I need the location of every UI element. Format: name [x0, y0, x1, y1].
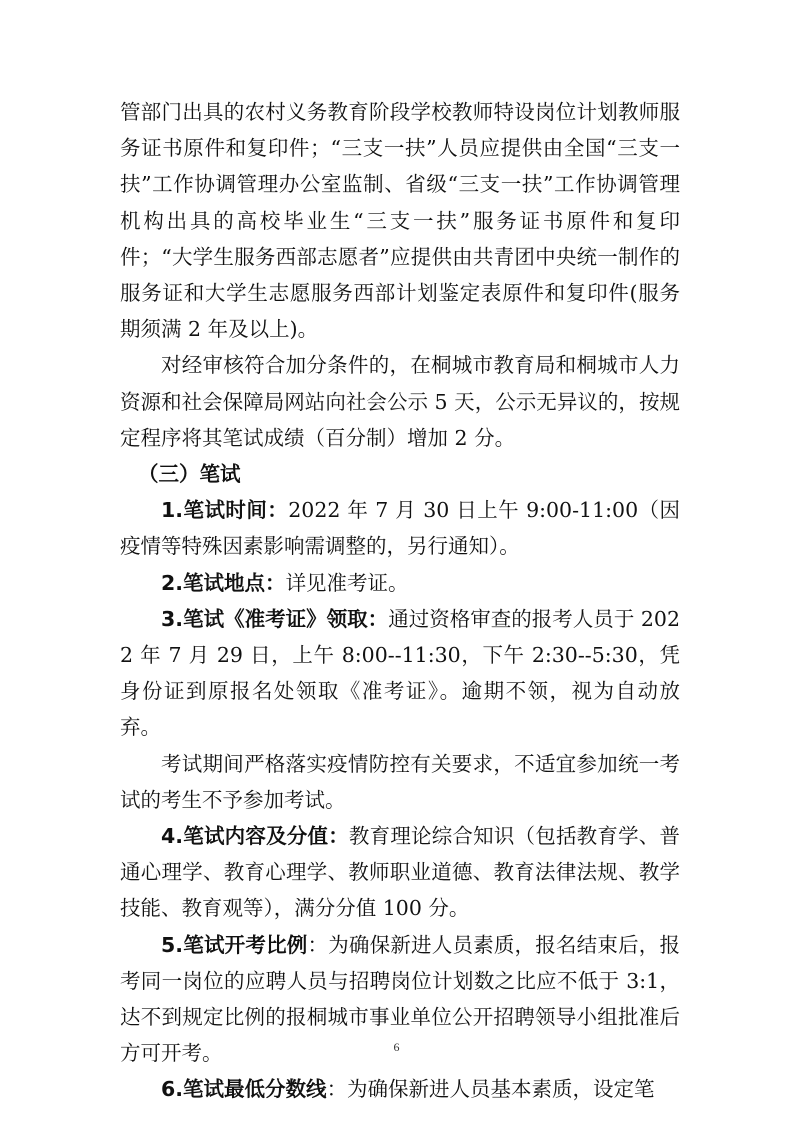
- section-heading-written-exam: （三）笔试: [138, 462, 241, 487]
- label-exam-ratio: 5.笔试开考比例: [161, 932, 308, 957]
- paragraph-bonus-points: 对经审核符合加分条件的，在桐城市教育局和桐城市人力资源和社会保障局网站向社会公示 5 天，公示无异议的，按规定程序将其笔试成绩（百分制）增加 2 分。: [120, 353, 680, 450]
- paragraph-exam-content: [120, 818, 680, 927]
- paragraph-minimum-score: [120, 1071, 680, 1107]
- label-exam-time: 1.笔试时间：: [161, 498, 289, 523]
- text-admission-ticket: 通过资格审查的报考人员于 2022 年 7 月 29 日，上午 8:00--11:30，下午 2:30--5:30，凭身份证到原报名处领取《准考证》。逾期不领，视为自动放弃。: [120, 606, 680, 740]
- paragraph-admission-ticket: [120, 601, 680, 746]
- label-admission-ticket: 3.笔试《准考证》领取：: [161, 606, 389, 631]
- label-exam-content: 4.笔试内容及分值：: [161, 824, 349, 849]
- text-exam-time: 2022 年 7 月 30 日上午 9:00-11:00（因疫情等特殊因素影响需调整的，另行通知）。: [120, 498, 681, 559]
- paragraph-exam-location: [120, 565, 680, 601]
- page-number: 6: [393, 1040, 400, 1054]
- paragraph-exam-time: [120, 492, 680, 564]
- paragraph-certificate-requirements: 管部门出具的农村义务教育阶段学校教师特设岗位计划教师服务证书原件和复印件；“三支一扶”人员应提供由全国“三支一扶”工作协调管理办公室监制、省级“三支一扶”工作协调管理机构出具的高校毕业生“三支一扶”服务证书原件和复印件；“大学生服务西部志愿者”应提供由共青团中央统一制作的服务证和大学生志愿服务西部计划鉴定表原件和复印件(服务期须满 2 年及以上)。: [120, 100, 680, 342]
- text-epidemic-prevention: 考试期间严格落实疫情防控有关要求，不适宜参加统一考试的考生不予参加考试。: [120, 751, 680, 812]
- document-body: [120, 94, 680, 1108]
- label-exam-location: 2.笔试地点：: [161, 570, 286, 595]
- text-minimum-score: ：为确保新进人员基本素质，设定笔: [326, 1077, 655, 1102]
- text-exam-ratio: ：为确保新进人员素质，报名结束后，报考同一岗位的应聘人员与招聘岗位计划数之比应不低于 3:1，达不到规定比例的报桐城市事业单位公开招聘领导小组批准后方可开考。: [120, 932, 680, 1066]
- paragraph-epidemic-prevention: [120, 746, 680, 818]
- text-exam-location: 详见准考证。: [285, 570, 409, 595]
- label-minimum-score: 6.笔试最低分数线: [161, 1077, 327, 1102]
- text-exam-content: 教育理论综合知识（包括教育学、普通心理学、教育心理学、教师职业道德、教育法律法规、教学技能、教育观等），满分分值 100 分。: [120, 824, 680, 921]
